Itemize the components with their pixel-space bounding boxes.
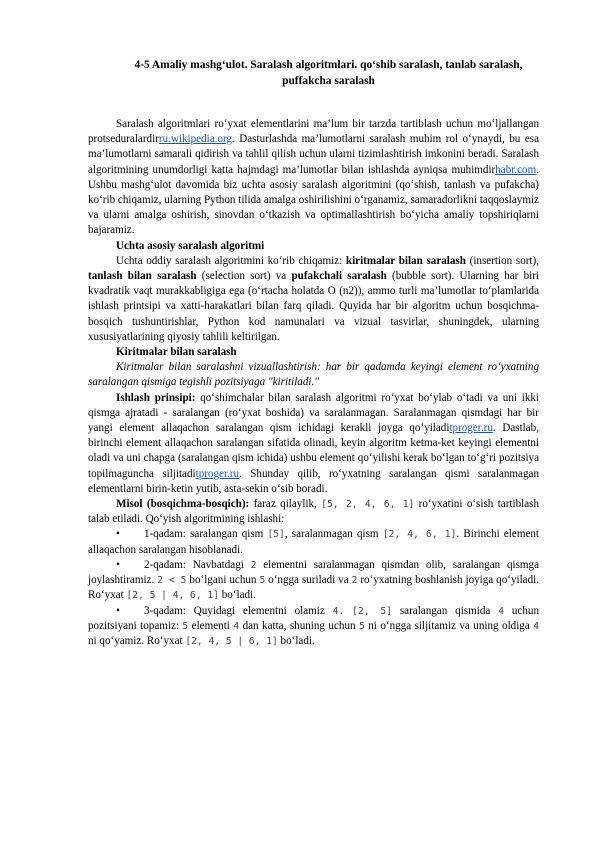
source-link[interactable]: habr.com	[495, 163, 537, 176]
code-inline: 4	[533, 620, 539, 632]
code-inline: [2, 5]	[352, 605, 392, 617]
text: ni qo‘yamiz. Ro‘yxat	[88, 634, 186, 647]
bold-term: kiritmalar bilan saralash	[345, 254, 466, 267]
text: 3-qadam: Quyidagi elementni olamiz	[144, 604, 333, 617]
text: ro‘yxatning boshlanish joyiga qo‘yiladi. Ro‘yxat	[88, 574, 539, 602]
text: uchun pozitsiyani topamiz:	[88, 604, 539, 632]
source-link[interactable]: tproger.ru	[449, 422, 493, 435]
bold-term: Misol (bosqichma-bosqich):	[116, 498, 250, 511]
bullet-icon: •	[116, 558, 120, 571]
list-item	[88, 604, 539, 650]
example-paragraph	[88, 497, 539, 527]
code-inline: [5, 2, 4, 6, 1]	[321, 499, 415, 511]
code-inline: 4	[498, 605, 504, 617]
code-inline: 2	[351, 575, 358, 587]
text: . Ushbu mashg‘ulot davomida biz uchta asosiy saralash algoritmini (qo‘shish, tanlash va pufakcha) ko‘rib chiqamiz, ularning Python tilida amalga oshirilishini o‘rganamiz, samaradorlikni taqqoslaymiz va ularni amalga oshirish, sinovdan o‘tkazish va optimallashtirish bo‘yicha amaliy topshiriqlarni bajaramiz.	[88, 163, 539, 237]
code-inline: 2	[250, 559, 257, 571]
bullet-icon: •	[116, 528, 120, 541]
list-item	[88, 558, 539, 604]
text: . Shunday qilib, ro‘yxatning saralangan qismi saralanmagan elementlarni birin-ketin yutib, asta-sekin o‘sib boradi.	[88, 467, 539, 495]
text: qo‘shimchalar bilan saralash algoritmi ro‘yxat bo‘ylab o‘tadi va uni ikki qismga ajratadi - saralangan (ro‘yxat boshida) va saralanmagan. Saralanmagan qismdagi har bir yangi element allaqachon saralangan qism ichidagi kerakli joyga qo‘yiladi	[88, 391, 539, 435]
code-inline: [2, 4, 5 | 6, 1]	[185, 635, 278, 647]
code-inline: [5]	[267, 529, 285, 541]
text: o‘ngga suriladi va	[265, 574, 352, 587]
text: Saralash algoritmlari ro‘yxat elementlarini ma’lum bir tarzda tartiblash uchun mo‘ljallangan protseduralardir	[88, 118, 539, 146]
text: elementni saralanmagan qismdan olib, saralangan qismga joylashtiramiz.	[88, 558, 540, 587]
code-inline: [2, 4, 6, 1]	[382, 529, 457, 541]
text: bo‘lgani uchun	[186, 574, 260, 587]
source-link[interactable]: tproger.ru	[195, 467, 240, 480]
text: ro‘yxatini o‘sish tartiblash talab etiladi. Qo‘yish algoritmining ishlashi:	[88, 498, 539, 526]
bold-term: pufakchali saralash	[291, 270, 387, 283]
text: . Dasturlashda ma’lumotlarni saralash muhim rol o‘ynaydi, bu esa ma’lumotlarni samarali qidirish va tahlil qilish uchun ularni tizimlashtirish imkonini beradi. Saralash algoritmining unumdorligi katta hajmdagi ma’lumotlar bilan ishlashda ayniqsa muhimdir	[88, 133, 539, 176]
intro-paragraph	[88, 117, 539, 239]
section-heading: Uchta asosiy saralash algoritmi	[116, 239, 265, 252]
italic-caption: Kiritmalar bilan saralashni vizuallashtirish: har bir qadamda keyingi element ro‘yxatning saralangan qismiga tegishli pozitsiyaga "kiritiladi."	[88, 361, 539, 389]
text: saralangan qismida	[391, 604, 499, 617]
text: Uchta oddiy saralash algoritmini ko‘rib chiqamiz:	[116, 254, 346, 267]
text: bo‘ladi.	[277, 634, 315, 647]
code-inline: [2, 5 | 4, 6, 1]	[126, 590, 219, 602]
bold-term: Ishlash prinsipi:	[116, 391, 196, 404]
code-inline: 5	[359, 620, 365, 632]
text: ni o‘ngga siljitamiz va uning oldiga	[364, 619, 534, 632]
code-inline: 4.	[332, 605, 345, 617]
list-item	[88, 527, 539, 557]
code-inline: 5	[182, 620, 189, 632]
section-heading: Kiritmalar bilan saralash	[116, 346, 237, 359]
text: faraz qilaylik,	[249, 498, 322, 511]
text: bo‘ladi.	[218, 589, 256, 602]
text: elementi	[188, 619, 234, 632]
code-inline: 2 < 5	[157, 575, 187, 587]
page-title: 4-5 Amaliy mashg‘ulot. Saralash algoritmlari. qo‘shib saralash, tanlab saralash, puffakcha saralash	[134, 59, 523, 87]
text: 2-qadam: Navbatdagi	[144, 558, 251, 571]
code-inline: 5	[259, 575, 266, 587]
text: (bubble sort). Ularning har biri kvadratik vaqt murakkabligiga ega (o‘rtacha holatda O (n2)), ammo turli ma’lumotlar to‘plamlarida ishlash printsipi va xatti-harakatlari bilan farq qiladi. Quyida har bir algoritm uchun bosqichma-bosqich tushuntirishlar, Python kod namunalari va vizual tasvirlar, shuningdek, ularning xususiyatlarining qiyosiy tahlili keltirilgan.	[88, 270, 540, 343]
text	[344, 605, 352, 617]
text: . Dastlab, birinchi element allaqachon saralangan sifatida olinadi, keyin algoritm ketma-ket keyingi elementni oladi va uni chapga (saralangan qism ichida) ushbu element qo‘yilishi kerak bo‘lgan to‘g‘ri pozitsiya topilmaguncha siljitadi	[88, 422, 539, 480]
bullet-icon: •	[116, 604, 120, 617]
text: 1-qadam: saralangan qism	[144, 528, 268, 541]
text: , saralanmagan qism	[284, 528, 383, 541]
bold-term: tanlash bilan saralash	[88, 270, 197, 283]
text: dan katta, shuning uchun	[239, 619, 360, 632]
text: (selection sort) va	[196, 270, 292, 283]
text: (insertion sort),	[465, 254, 539, 267]
source-link[interactable]: ru.wikipedia.org	[158, 133, 232, 146]
code-inline: 4	[233, 620, 240, 632]
algorithms-paragraph	[88, 254, 539, 345]
principle-paragraph	[88, 391, 539, 497]
text: . Birinchi element allaqachon saralangan hisoblanadi.	[88, 528, 539, 556]
